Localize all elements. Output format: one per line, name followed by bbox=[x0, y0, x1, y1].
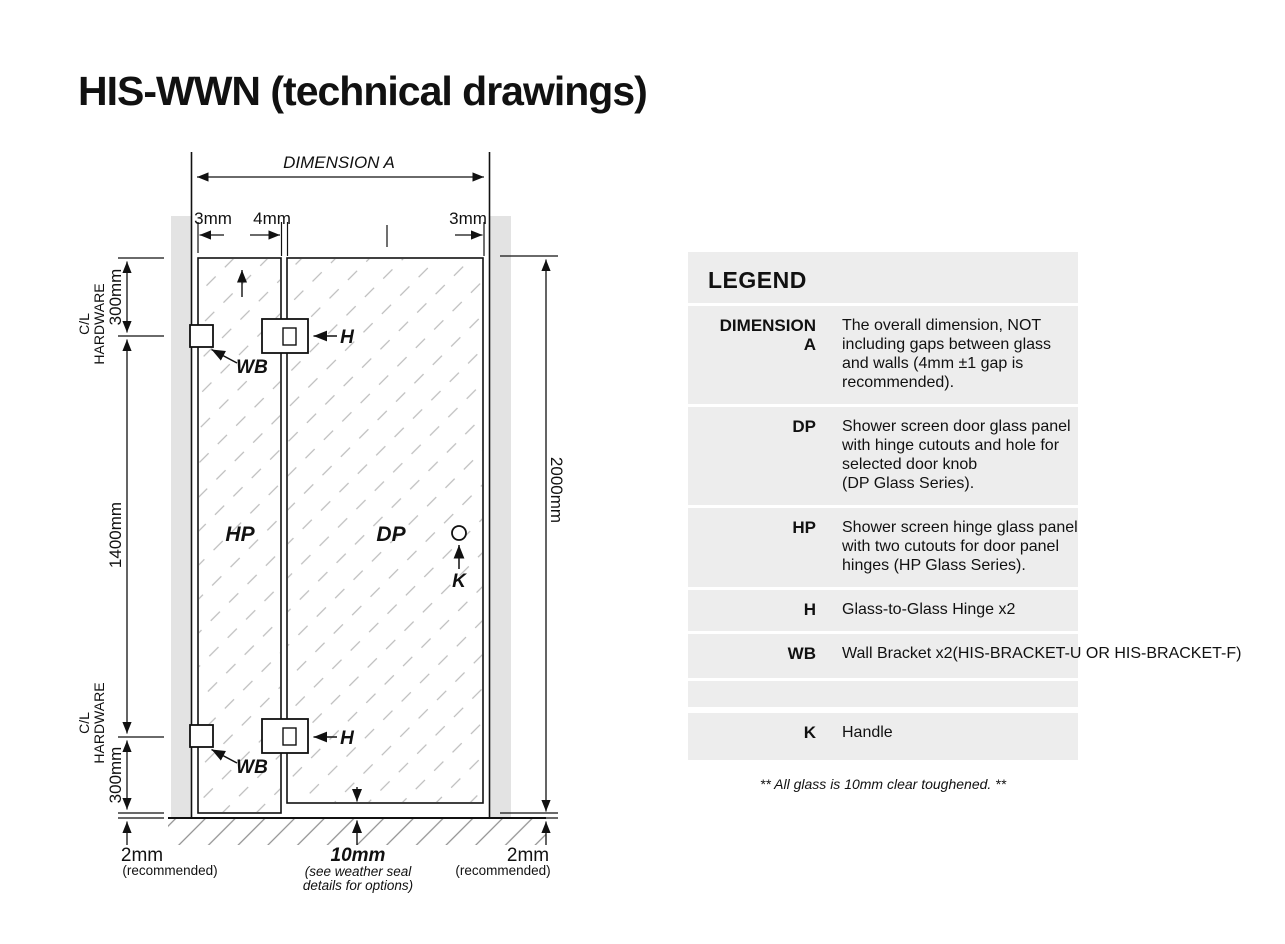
legend-desc: Wall Bracket x2(HIS-BRACKET-U OR HIS-BRACKET-F) bbox=[842, 645, 1242, 662]
legend-row-empty bbox=[688, 678, 1078, 710]
floor-gap-right-value: 2mm bbox=[506, 845, 550, 866]
floor-gap-door-note1: (see weather seal bbox=[304, 864, 412, 879]
gap-right-label: 3mm bbox=[449, 209, 487, 228]
handle-hole bbox=[452, 526, 466, 540]
legend-desc: Handle bbox=[842, 724, 893, 741]
legend-term: H bbox=[803, 600, 816, 619]
wall-bracket-top bbox=[190, 325, 213, 347]
legend-row-dimension-a bbox=[688, 303, 1078, 404]
dimension-a-label: DIMENSION A bbox=[283, 153, 395, 172]
legend-term: WB bbox=[787, 644, 816, 663]
legend-term: DP bbox=[792, 417, 816, 436]
gap-extension-ticks bbox=[198, 222, 484, 256]
legend-term: HP bbox=[792, 518, 816, 537]
cl-hardware-bottom-line1: C/L bbox=[76, 712, 92, 734]
hinge-panel-label: HP bbox=[225, 523, 255, 546]
handle-label: K bbox=[452, 571, 466, 592]
legend-row-k bbox=[688, 710, 1078, 754]
legend-panel bbox=[688, 252, 1242, 760]
gap-left-label: 3mm bbox=[194, 209, 232, 228]
cl-hardware-bottom-line2: HARDWARE bbox=[91, 682, 107, 764]
legend-row-wb bbox=[688, 631, 1242, 675]
glass-hinge-bottom bbox=[262, 719, 308, 753]
hinge-label-bottom: H bbox=[340, 728, 354, 749]
floor-gap-left-value: 2mm bbox=[120, 845, 164, 866]
wall-bracket-label-top: WB bbox=[236, 357, 268, 378]
door-panel-label: DP bbox=[376, 523, 406, 546]
cl-hardware-top-line2: HARDWARE bbox=[91, 283, 107, 365]
wall-bracket-bottom bbox=[190, 725, 213, 747]
cl-hardware-top-line1: C/L bbox=[76, 313, 92, 335]
legend-footnote: ** All glass is 10mm clear toughened. ** bbox=[759, 776, 1007, 792]
legend-row-hp bbox=[688, 505, 1078, 587]
wall-left bbox=[171, 216, 191, 818]
legend-term: DIMENSION A bbox=[719, 316, 816, 354]
floor-gap-right-note: (recommended) bbox=[455, 863, 551, 878]
hinge-label-top: H bbox=[340, 327, 354, 348]
legend-desc: Shower screen hinge glass panel with two cutouts for door panel hinges (HP Glass Series). bbox=[842, 519, 1078, 574]
legend-desc: The overall dimension, NOT including gaps between glass and walls (4mm ±1 gap is recommended). bbox=[842, 317, 1052, 391]
dim-2000-label: 2000mm bbox=[547, 456, 566, 524]
page-title: HIS-WWN (technical drawings) bbox=[78, 68, 647, 114]
floor-gap-door-note2: details for options) bbox=[302, 878, 414, 893]
glass-hinge-top bbox=[262, 319, 308, 353]
dim-300-top-label: 300mm bbox=[106, 268, 125, 326]
legend-desc: Glass-to-Glass Hinge x2 bbox=[842, 601, 1016, 618]
wall-right bbox=[490, 216, 511, 818]
dim-1400-label: 1400mm bbox=[106, 501, 125, 569]
legend-row-dp bbox=[688, 404, 1078, 505]
floor-gap-left-note: (recommended) bbox=[122, 863, 218, 878]
dim-300-bottom-label: 300mm bbox=[106, 746, 125, 804]
legend-desc: Shower screen door glass panel with hinge cutouts and hole for selected door knob (DP Glass Series). bbox=[842, 418, 1071, 492]
wall-bracket-label-bottom: WB bbox=[236, 757, 268, 778]
legend-row-h bbox=[688, 587, 1078, 631]
legend-title: LEGEND bbox=[708, 267, 807, 293]
floor-gap-door-value: 10mm bbox=[330, 845, 386, 866]
gap-hinge-label: 4mm bbox=[253, 209, 291, 228]
legend bbox=[688, 252, 1242, 792]
legend-term: K bbox=[803, 723, 816, 742]
